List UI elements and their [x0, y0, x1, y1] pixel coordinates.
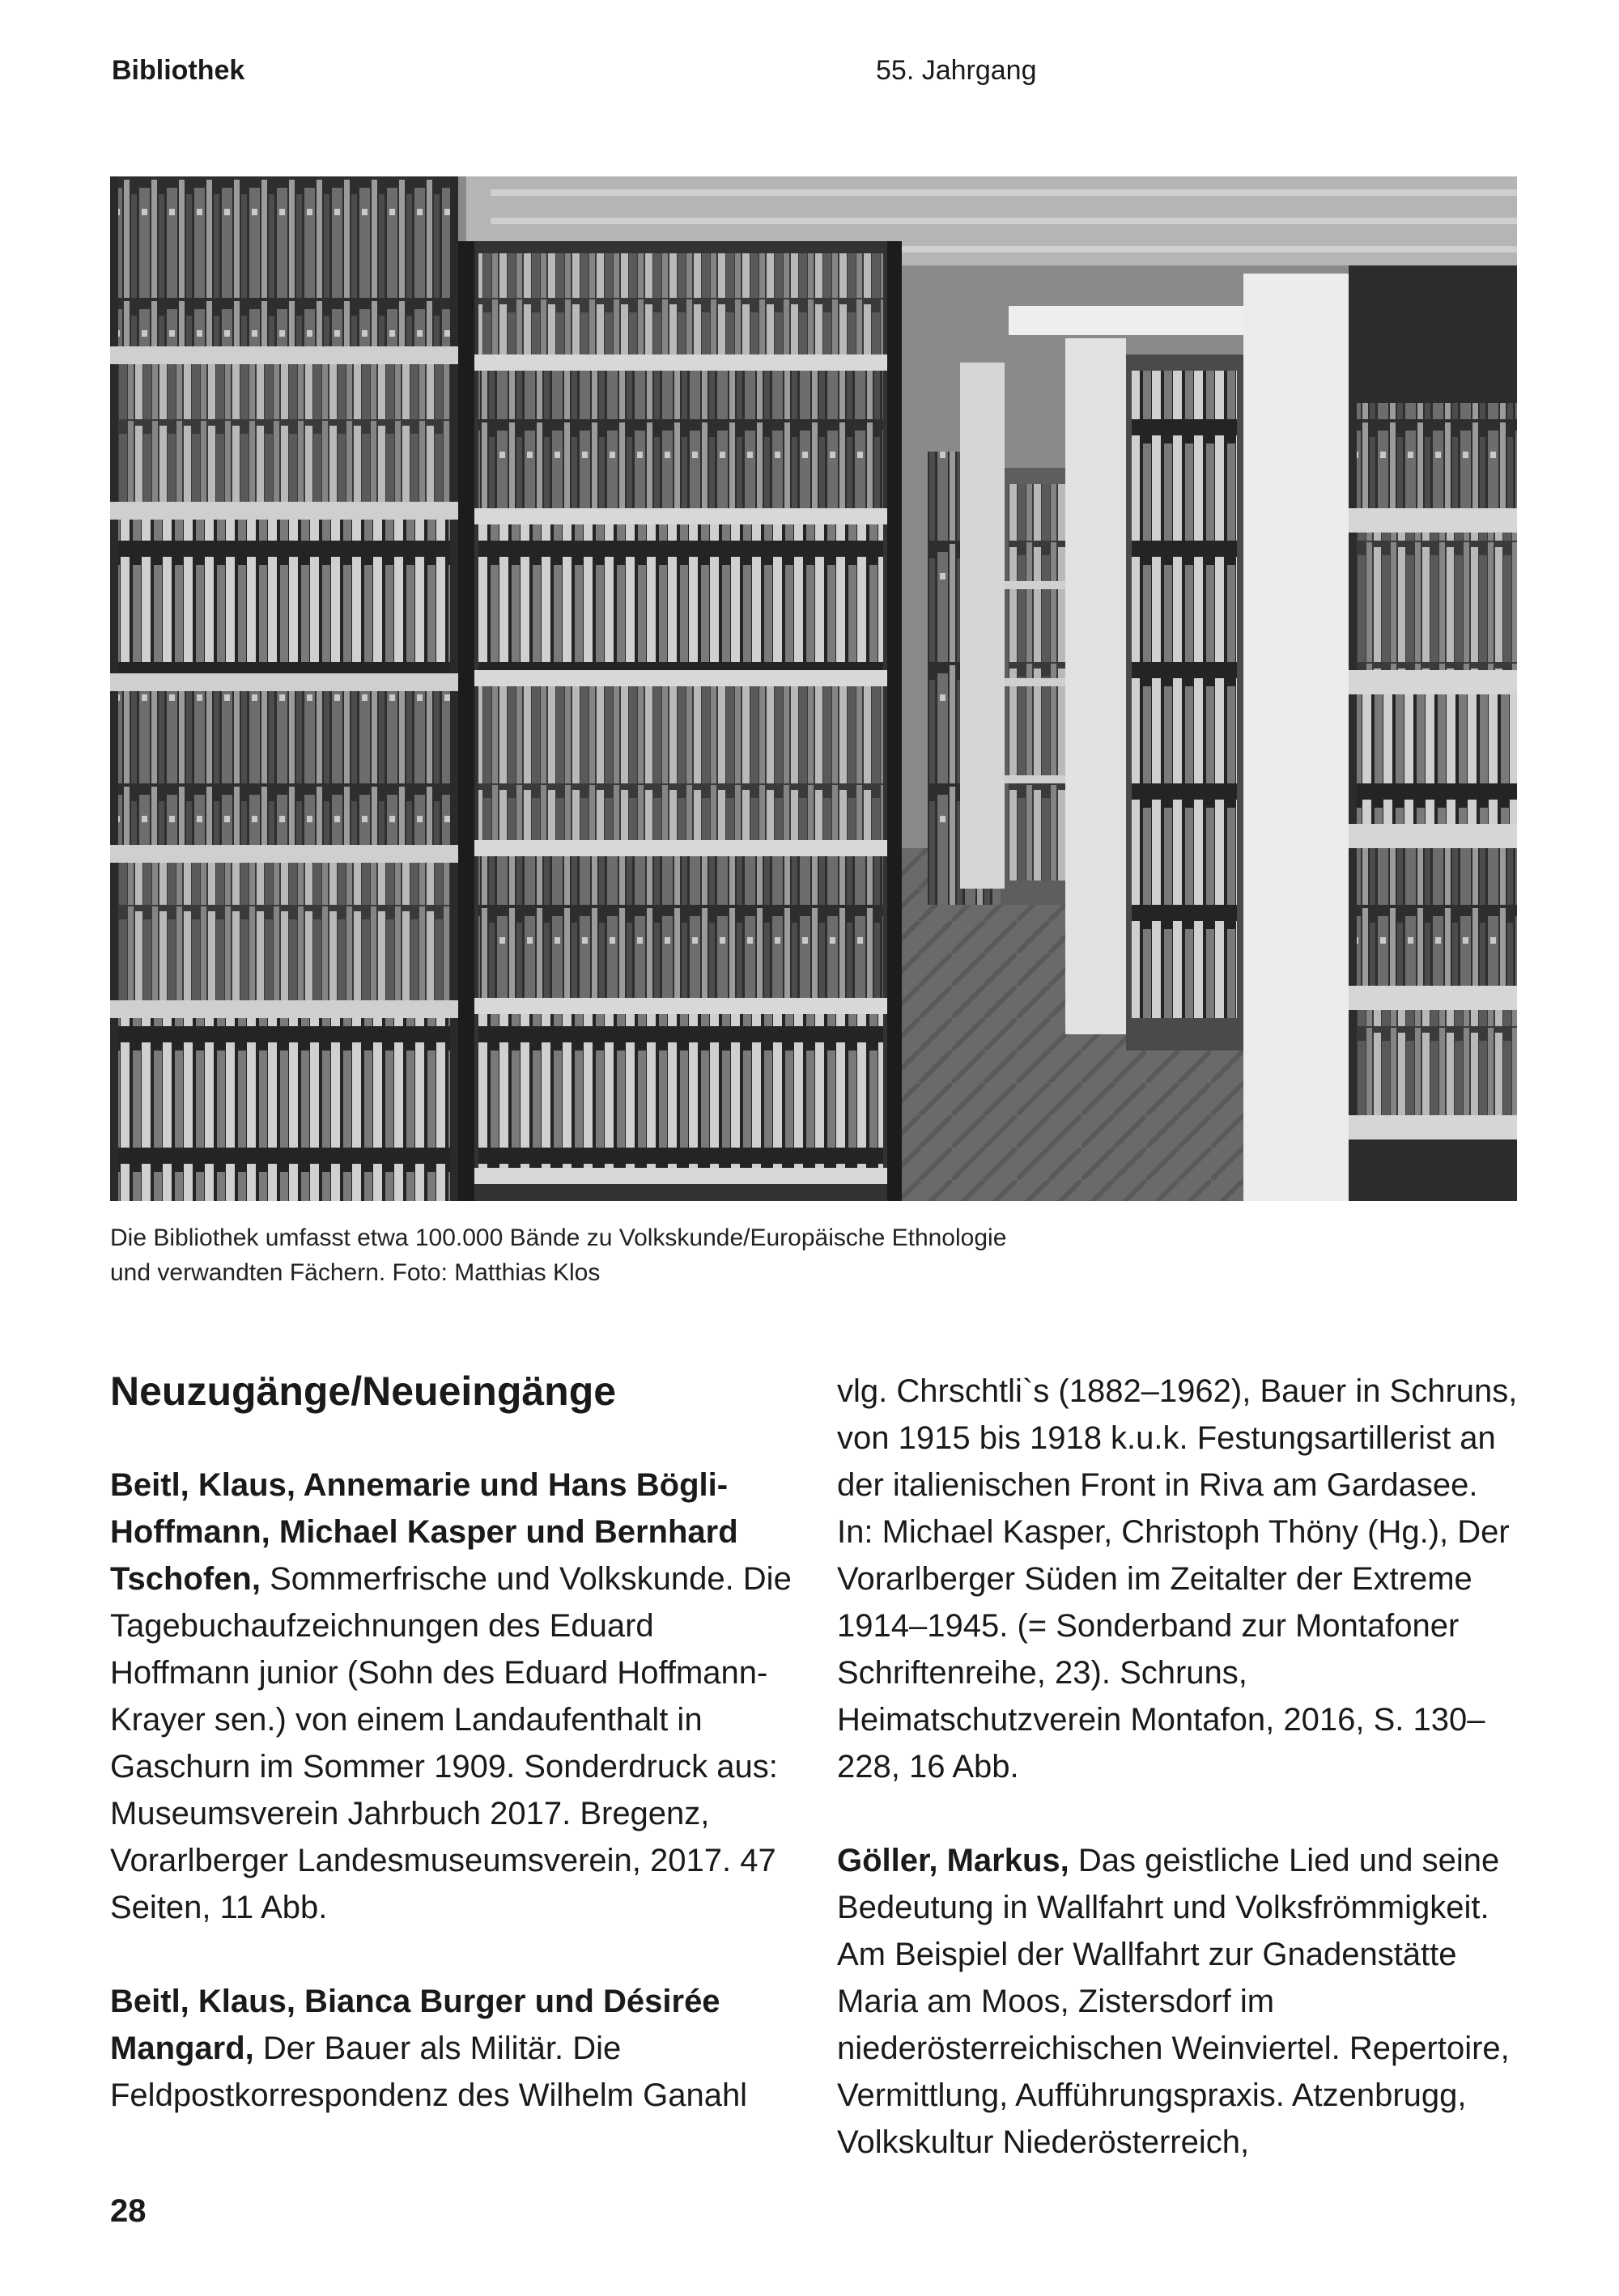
running-header-volume: 55. Jahrgang — [876, 55, 1037, 86]
library-photo — [110, 176, 1517, 1201]
entry-authors: Beitl, Klaus, Bianca Burger und Désirée Mangard, — [110, 1984, 720, 2066]
text-column-left — [110, 1368, 794, 2166]
bibliography-entry — [837, 1837, 1521, 2166]
bibliography-entry — [110, 1462, 794, 1931]
caption-line-1: Die Bibliothek umfasst etwa 100.000 Bände zu Volkskunde/Europäische Ethnologie — [110, 1224, 1007, 1251]
section-title: Neuzugänge/Neueingänge — [110, 1369, 617, 1414]
text-column-right — [837, 1368, 1521, 2213]
entry-text: Der Bauer als Militär. Die Feldpostkorrespondenz des Wilhelm Ganahl — [110, 2031, 748, 2113]
bibliography-entry-continued: vlg. Chrschtli`s (1882–1962), Bauer in Schruns, von 1915 bis 1918 k.u.k. Festungsartillerist an der italienischen Front in Riva am Gardasee. In: Michael Kasper, Christoph Thöny (Hg.), Der Vorarlberger Süden im Zeitalter der Extreme 1914–1945. (= Sonderband zur Montafoner Schriftenreihe, 23). Schruns, Heimatschutzverein Montafon, 2016, S. 130–228, 16 Abb. — [837, 1373, 1518, 1785]
photo-caption — [110, 1220, 1324, 1290]
page-number: 28 — [110, 2193, 147, 2229]
entry-text: Sommerfrische und Volkskunde. Die Tagebuchaufzeichnungen des Eduard Hoffmann junior (Sohn des Eduard Hoffmann-Krayer sen.) von einem Landaufenthalt in Gaschurn im Sommer 1909. Sonderdruck aus: Museumsverein Jahrbuch 2017. Bregenz, Vorarlberger Landesmuseumsverein, 2017. 47 Seiten, 11 Abb. — [110, 1561, 792, 1925]
entry-authors: Göller, Markus, — [837, 1843, 1069, 1878]
entry-authors: Beitl, Klaus, Annemarie und Hans Bögli-Hoffmann, Michael Kasper und Bernhard Tschofen, — [110, 1467, 738, 1597]
bibliography-entry — [110, 1978, 794, 2119]
entry-text: Das geistliche Lied und seine Bedeutung in Wallfahrt und Volksfrömmigkeit. Am Beispiel der Wallfahrt zur Gnadenstätte Maria am Moos, Zistersdorf im niederösterreichischen Weinviertel. Repertoire, Vermittlung, Aufführungspraxis. Atzenbrugg, Volkskultur Niederösterreich, — [837, 1843, 1510, 2160]
running-header-section: Bibliothek — [112, 55, 245, 86]
caption-line-2: und verwandten Fächern. Foto: Matthias Klos — [110, 1259, 601, 1286]
